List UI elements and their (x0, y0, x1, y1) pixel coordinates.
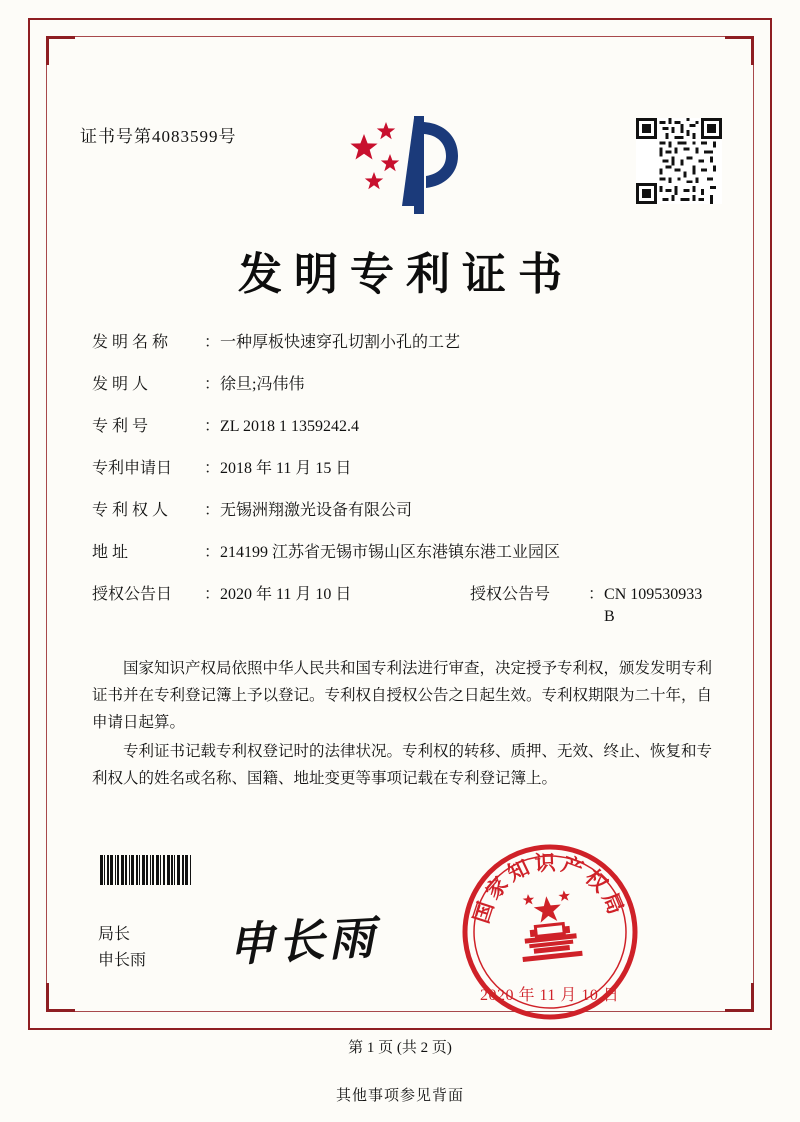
corner-ornament-bottom-right (725, 983, 754, 1012)
qr-code (636, 118, 722, 204)
field-label: 专 利 号 (92, 418, 149, 435)
field-row-patent-number (92, 416, 712, 438)
field-value: 2020 年 11 月 10 日 (220, 586, 352, 603)
field-row-grant-announcement (92, 584, 712, 628)
corner-ornament-top-right (725, 36, 754, 65)
field-value: ZL 2018 1 1359242.4 (220, 418, 359, 435)
field-label: 地 址 (92, 544, 129, 561)
field-colon: ： (204, 376, 221, 393)
svg-text:国家知识产权局: 国家知识产权局 (468, 849, 631, 927)
seal-date: 2020 年 11 月 10 日 (480, 987, 620, 1004)
field-label: 授权公告日 (92, 586, 173, 603)
page-title: 发明专利证书 (238, 249, 574, 300)
director-signature-block (98, 922, 146, 974)
legal-text (92, 655, 712, 794)
field-row-application-date (92, 458, 712, 480)
cnipa-logo-icon (342, 110, 462, 220)
page-indicator: 第 1 页 (共 2 页) (348, 1040, 452, 1056)
field-colon: ： (204, 502, 221, 519)
director-name: 申长雨 (98, 952, 147, 969)
corner-ornament-bottom-left (46, 983, 75, 1012)
legal-paragraph-1: 国家知识产权局依照中华人民共和国专利法进行审查，决定授予专利权，颁发发明专利证书并在专利登记簿上予以登记。专利权自授权公告之日起生效。专利权期限为二十年，自申请日起算。 (92, 660, 713, 731)
field-label: 发 明 人 (92, 376, 149, 393)
field-row-address (92, 542, 712, 564)
barcode (100, 855, 228, 885)
field-subvalue: CN 109530933 B (604, 586, 703, 625)
field-label: 专利申请日 (92, 460, 173, 477)
field-row-inventor (92, 374, 712, 396)
field-colon: ： (204, 460, 221, 477)
legal-paragraph-2: 专利证书记载专利权登记时的法律状况。专利权的转移、质押、无效、终止、恢复和专利权人的姓名或名称、国籍、地址变更等事项记载在专利登记簿上。 (92, 743, 713, 787)
field-label: 发 明 名 称 (92, 334, 169, 351)
field-colon: ： (204, 544, 221, 561)
field-sublabel: 授权公告号 (470, 586, 551, 603)
certificate-number: 证书号第4083599号 (80, 127, 237, 146)
field-value: 2018 年 11 月 15 日 (220, 460, 352, 477)
footer-note: 其他事项参见背面 (335, 1088, 464, 1104)
field-value: 无锡洲翔激光设备有限公司 (220, 502, 413, 519)
field-colon: ： (204, 418, 221, 435)
director-role-label: 局长 (98, 926, 131, 943)
corner-ornament-top-left (46, 36, 75, 65)
field-value: 徐旦;冯伟伟 (220, 376, 305, 393)
field-row-patentee (92, 500, 712, 522)
field-colon: ： (204, 586, 221, 603)
field-value: 214199 江苏省无锡市锡山区东港镇东港工业园区 (220, 544, 561, 561)
field-value: 一种厚板快速穿孔切割小孔的工艺 (220, 334, 461, 351)
field-colon: ： (204, 334, 221, 351)
certificate-fields (92, 332, 712, 648)
field-label: 专 利 权 人 (92, 502, 169, 519)
director-handwritten-signature: 申长雨 (226, 910, 380, 972)
field-row-invention-name (92, 332, 712, 354)
field-subcolon: ： (588, 586, 605, 603)
